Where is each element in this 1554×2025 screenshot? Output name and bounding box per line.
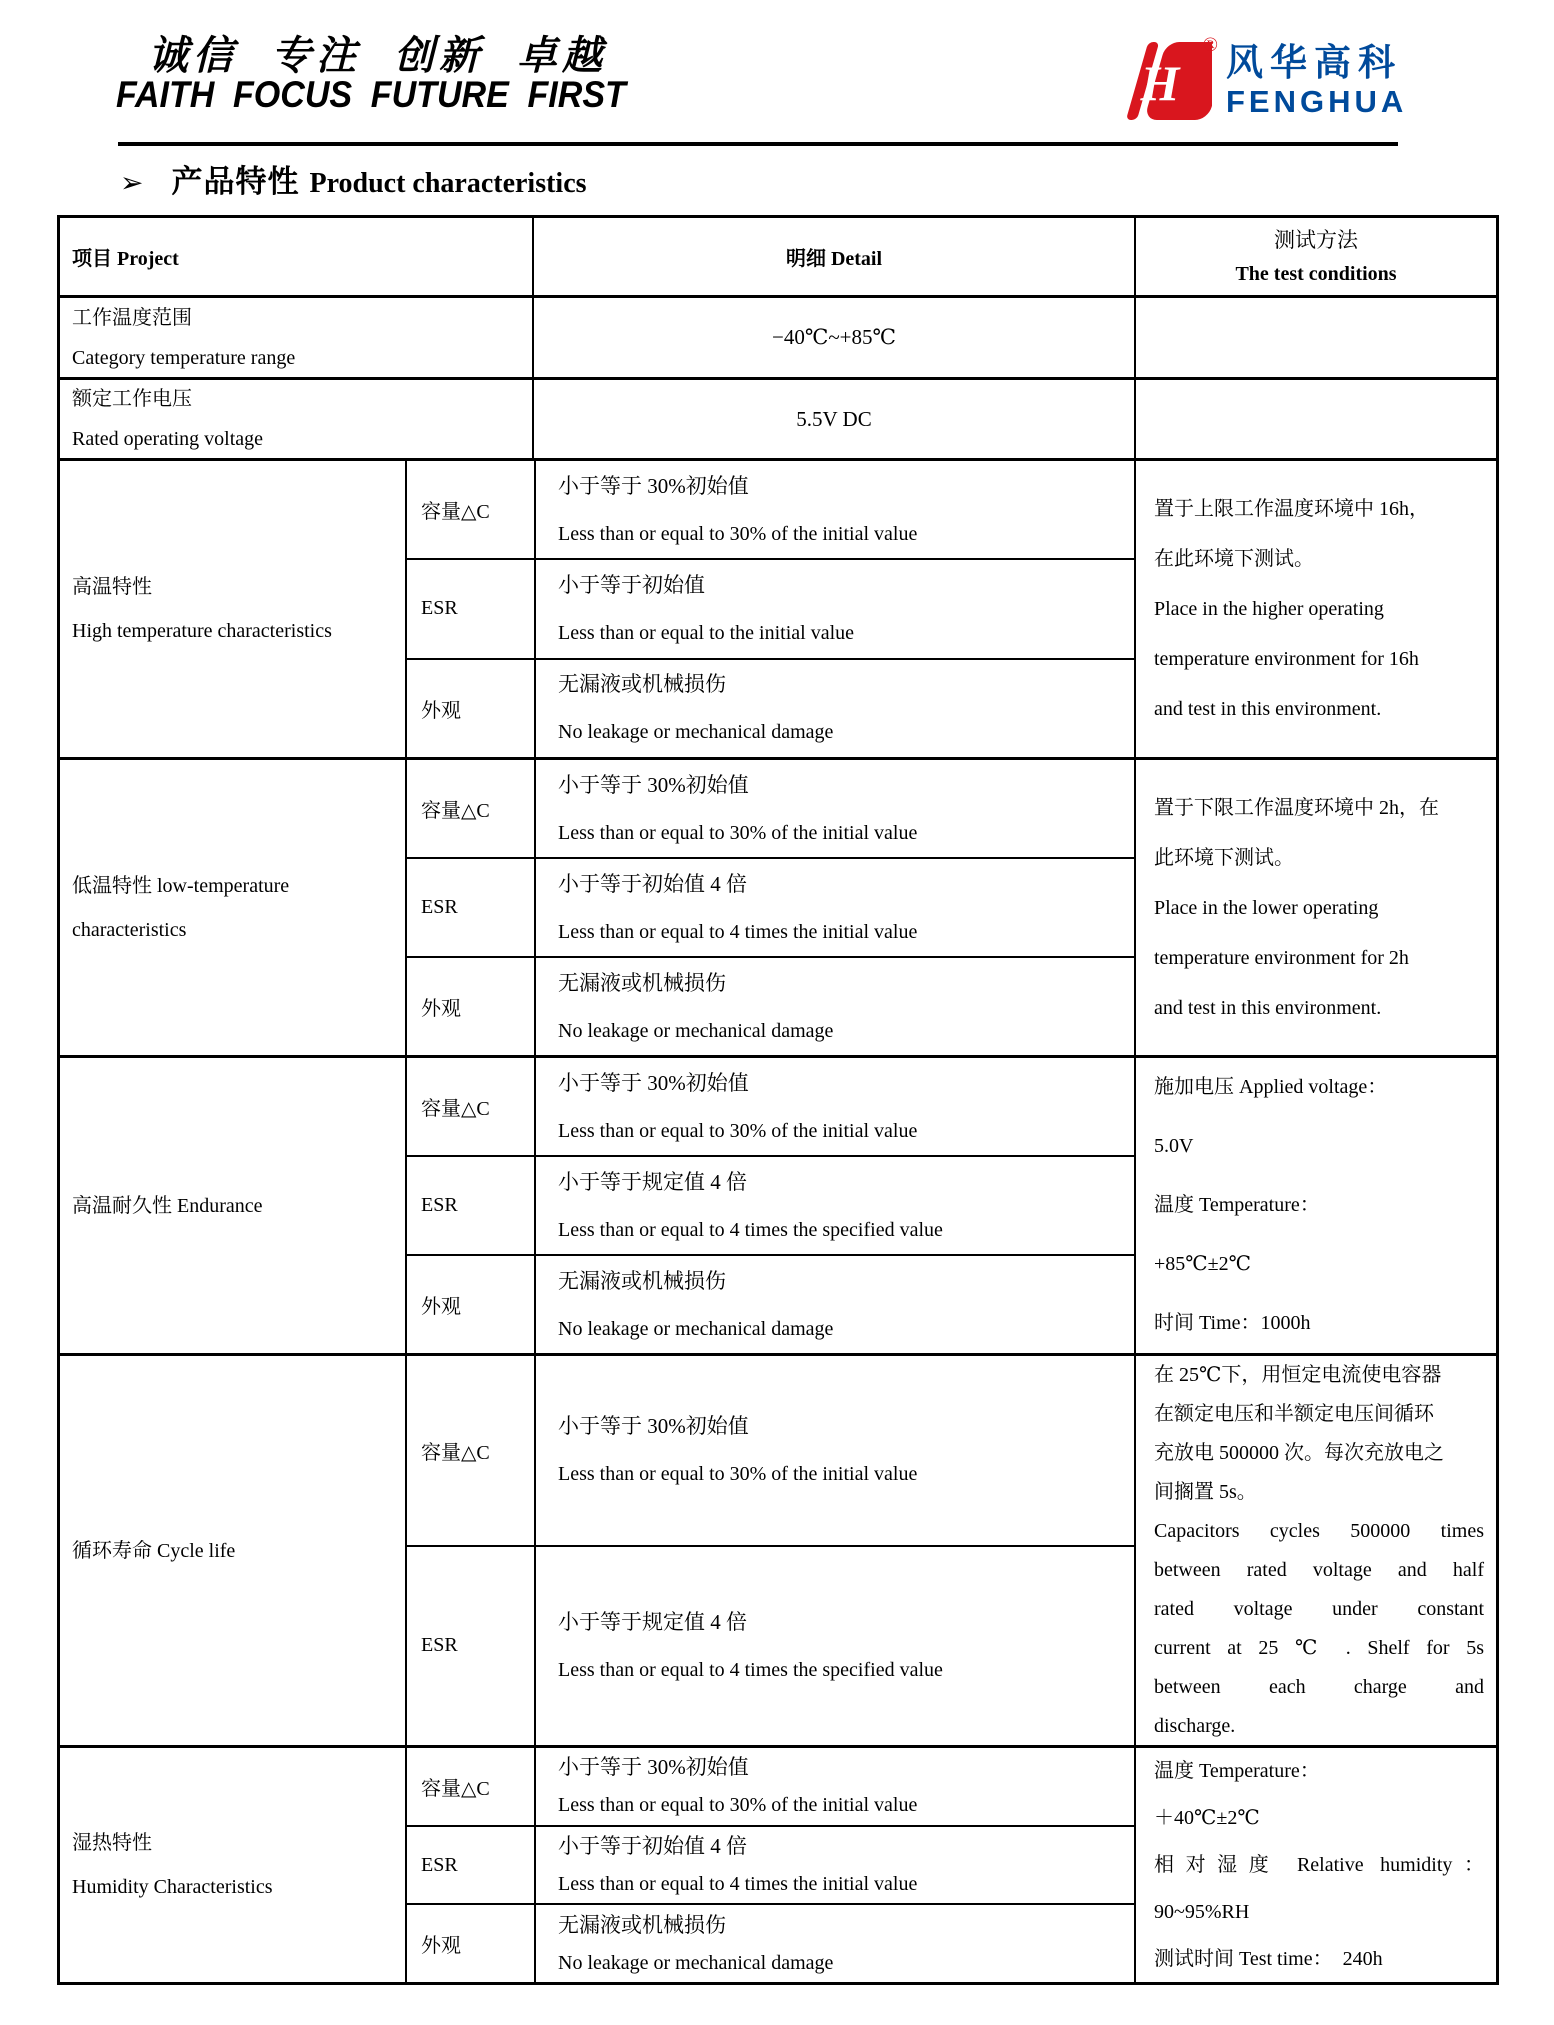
table-row-cycle-life — [60, 1353, 1496, 1745]
row-name: 湿热特性 Humidity Characteristics — [72, 1832, 273, 1898]
subrow-appearance: 外观 无漏液或机械损伤 No leakage or mechanical damage — [407, 956, 1134, 1055]
subrow-appearance: 外观 无漏液或机械损伤 No leakage or mechanical damage — [407, 1903, 1134, 1982]
logo-name-english: FENGHUA — [1226, 84, 1408, 119]
row-test-conditions — [1134, 298, 1496, 377]
arrow-bullet-icon: ➢ — [120, 168, 144, 199]
table-row-endurance — [60, 1055, 1496, 1353]
subrow-esr: ESR 小于等于初始值 4 倍 Less than or equal to 4 times the initial value — [407, 1825, 1134, 1904]
subrow-esr: ESR 小于等于规定值 4 倍 Less than or equal to 4 times the specified value — [407, 1155, 1134, 1254]
subrow-capacitance: 容量△C 小于等于 30%初始值 Less than or equal to 30% of the initial value — [407, 1058, 1134, 1155]
subrow-appearance: 外观 无漏液或机械损伤 No leakage or mechanical damage — [407, 1254, 1134, 1353]
table-row-humidity — [60, 1745, 1496, 1982]
row-test-conditions — [1134, 380, 1496, 458]
header-test-cn: 测试方法 — [1274, 227, 1358, 252]
row-parameters — [405, 461, 1134, 757]
svg-text:H: H — [1140, 55, 1180, 111]
row-detail: 5.5V DC — [532, 380, 1134, 458]
company-slogan-english: FAITH FOCUS FUTURE FIRST — [116, 74, 626, 115]
subrow-capacitance: 容量△C 小于等于 30%初始值 Less than or equal to 30% of the initial value — [407, 1748, 1134, 1825]
row-name: 低温特性 low-temperature characteristics — [72, 874, 290, 941]
fenghua-logo-mark-icon — [1102, 34, 1218, 126]
header-test-en: The test conditions — [1235, 262, 1397, 285]
row-test-conditions: 置于上限工作温度环境中 16h， 在此环境下测试。 Place in the higher operating temperature environment for 16h and test in this environment. — [1134, 461, 1496, 757]
row-parameters — [405, 1748, 1134, 1982]
row-test-conditions: 在 25℃下，用恒定电流使电容器 在额定电压和半额定电压间循环 充放电 500000 次。每次充放电之 间搁置 5s。 Capacitors cycles 500000 times between rated voltage and half rated voltage under constant current at 25 ℃ . Shelf for 5s between each charge and discharge. — [1134, 1356, 1496, 1745]
row-parameters — [405, 1356, 1134, 1745]
subrow-capacitance: 容量△C 小于等于 30%初始值 Less than or equal to 30% of the initial value — [407, 1356, 1134, 1545]
header-detail: 明细 Detail — [532, 218, 1134, 295]
section-title-english: Product characteristics — [309, 168, 587, 199]
subrow-appearance: 外观 无漏液或机械损伤 No leakage or mechanical damage — [407, 658, 1134, 757]
table-header-row — [60, 218, 1496, 295]
section-title-chinese: 产品特性 — [171, 164, 300, 199]
table-row-temperature-range — [60, 295, 1496, 377]
table-row-low-temperature — [60, 757, 1496, 1055]
registered-trademark-icon: ® — [1202, 34, 1218, 56]
logo-names — [1226, 42, 1407, 120]
product-characteristics-table — [57, 215, 1499, 1985]
header-test-conditions — [1134, 218, 1496, 295]
row-name: 额定工作电压 Rated operating voltage — [72, 388, 264, 450]
row-name: 高温特性 High temperature characteristics — [72, 576, 332, 642]
subrow-esr: ESR 小于等于初始值 4 倍 Less than or equal to 4 times the initial value — [407, 857, 1134, 956]
row-name: 循环寿命 Cycle life — [72, 1539, 236, 1562]
header-divider — [118, 142, 1398, 146]
company-slogan-chinese: 诚信 专注 创新 卓越 — [148, 33, 607, 78]
row-name: 高温耐久性 Endurance — [72, 1194, 263, 1217]
subrow-capacitance: 容量△C 小于等于 30%初始值 Less than or equal to 30% of the initial value — [407, 760, 1134, 857]
row-name: 工作温度范围 Category temperature range — [72, 306, 296, 369]
row-test-conditions: 施加电压 Applied voltage： 5.0V 温度 Temperature： +85℃±2℃ 时间 Time：1000h — [1134, 1058, 1496, 1353]
subrow-capacitance: 容量△C 小于等于 30%初始值 Less than or equal to 30% of the initial value — [407, 461, 1134, 558]
fenghua-logo — [1102, 36, 1407, 126]
row-test-conditions: 置于下限工作温度环境中 2h，在 此环境下测试。 Place in the lower operating temperature environment for 2h and test in this environment. — [1134, 760, 1496, 1055]
row-detail: −40℃~+85℃ — [532, 298, 1134, 377]
row-test-conditions: 温度 Temperature： ＋40℃±2℃ 相对湿度 Relative humidity： 90~95%RH 测试时间 Test time： 240h — [1134, 1748, 1496, 1982]
subrow-esr: ESR 小于等于初始值 Less than or equal to the initial value — [407, 558, 1134, 657]
section-heading — [120, 156, 587, 201]
logo-name-chinese: 风华高科 — [1226, 42, 1402, 83]
row-parameters — [405, 760, 1134, 1055]
header-project: 项目 Project — [72, 248, 179, 270]
table-row-rated-voltage — [60, 377, 1496, 458]
table-row-high-temperature — [60, 458, 1496, 757]
subrow-esr: ESR 小于等于规定值 4 倍 Less than or equal to 4 times the specified value — [407, 1545, 1134, 1745]
row-parameters — [405, 1058, 1134, 1353]
